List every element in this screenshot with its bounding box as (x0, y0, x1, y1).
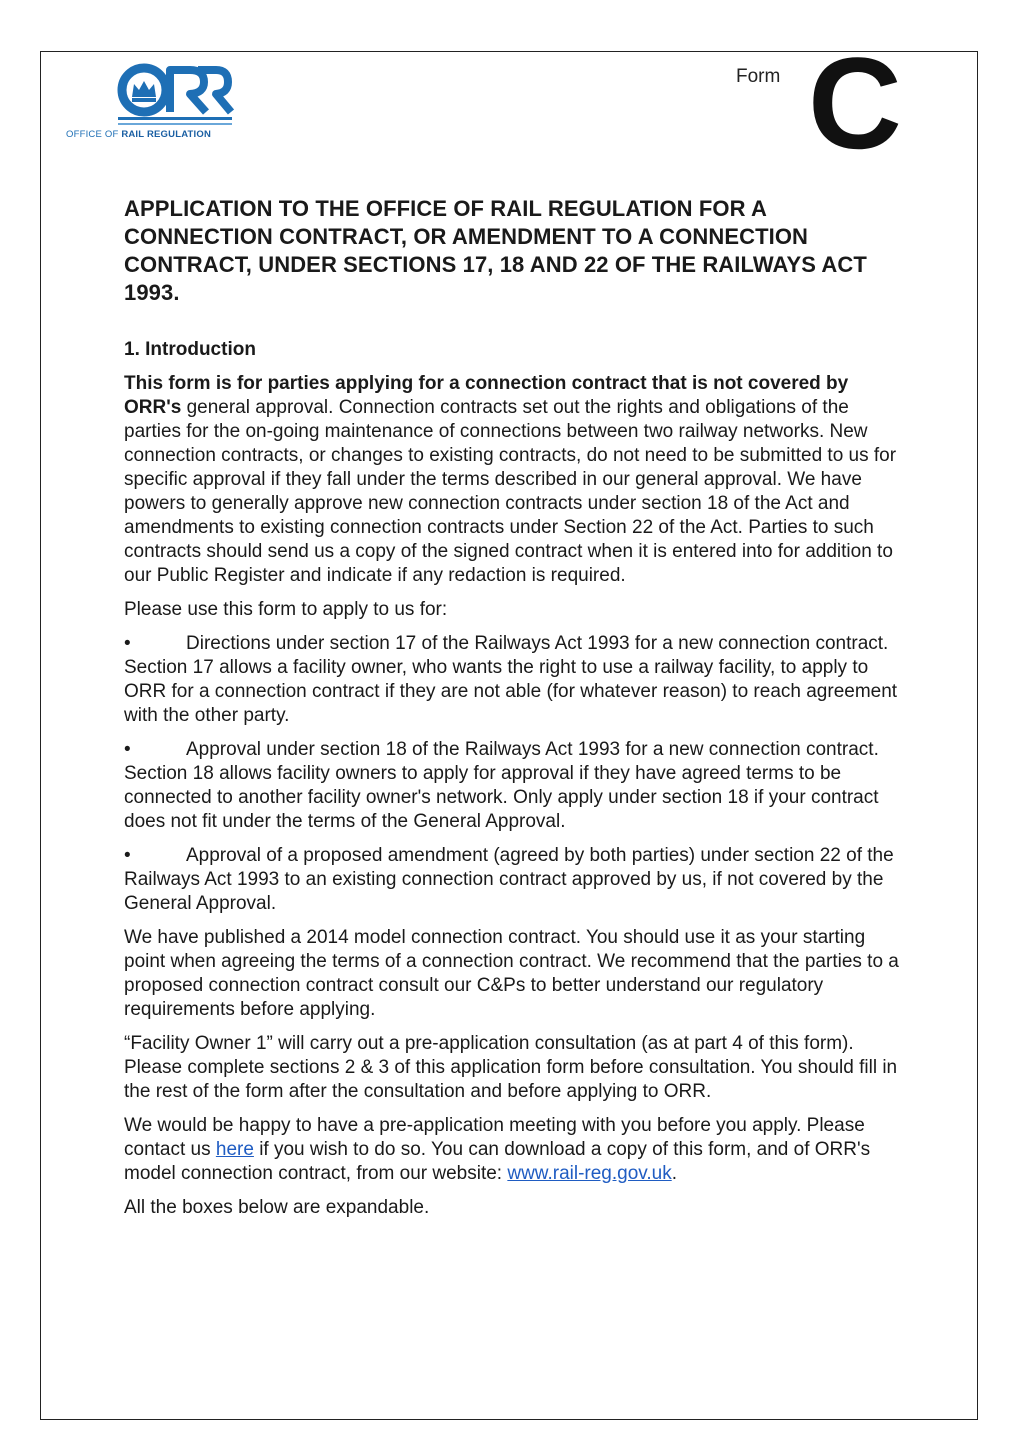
meeting-text-2: if you wish to do so. You can download a copy of this form, and of ORR's model connection contract, from our website: (124, 1139, 871, 1184)
logo-tagline-light: OFFICE OF (66, 129, 119, 140)
list-item (124, 844, 899, 916)
form-label: Form (736, 66, 781, 87)
form-letter: C (808, 30, 902, 176)
logo-stripe-2 (118, 123, 232, 125)
document-title: APPLICATION TO THE OFFICE OF RAIL REGULATION FOR A CONNECTION CONTRACT, OR AMENDMENT TO A CONNECTION CONTRACT, UNDER SECTIONS 17, 18 AND 22 OF THE RAILWAYS ACT 1993. (124, 196, 867, 305)
intro-text: general approval. Connection contracts set out the rights and obligations of the parties for the on-going maintenance of connections between two railway networks. New connection contracts, or changes to existing contracts, do not need to be submitted to us for specific approval if they fall under the terms described in our general approval. We have powers to generally approve new connection contracts under section 18 of the Act and amendments to existing connection contracts under Section 22 of the Act. Parties to such contracts should send us a copy of the signed contract when it is entered into for addition to our Public Register and indicate if any redaction is required. (124, 397, 897, 586)
bullet-icon: • (124, 633, 131, 654)
bullet-icon: • (124, 845, 131, 866)
section-heading: 1. Introduction (124, 339, 256, 360)
intro-paragraph (124, 372, 899, 588)
logo-tagline-bold: RAIL REGULATION (121, 129, 212, 140)
contact-here-link[interactable]: here (215, 1139, 254, 1160)
meeting-paragraph (124, 1114, 899, 1186)
expandable-note: All the boxes below are expandable. (124, 1197, 430, 1218)
list-item (124, 738, 899, 834)
crown-base (132, 98, 156, 102)
bullet-text: Approval of a proposed amendment (agreed by both parties) under section 22 of the Railways Act 1993 to an existing connection contract approved by us, if not covered by the General Approval. (124, 845, 894, 914)
meeting-text-end: . (671, 1163, 678, 1184)
website-link[interactable]: www.rail-reg.gov.uk (507, 1163, 672, 1184)
introduction-section (124, 338, 899, 1230)
list-item (124, 632, 899, 728)
intro-bold-text: This form is for parties applying for a connection contract that is not covered by ORR's (124, 373, 849, 418)
logo-stripe-1 (118, 117, 232, 120)
meeting-text-1: We would be happy to have a pre-application meeting with you before you apply. Please contact us (124, 1115, 865, 1160)
facility-owner-paragraph: “Facility Owner 1” will carry out a pre-application consultation (as at part 4 of this form). Please complete sections 2 & 3 of this application form before consultation. You should fill in the rest of the form after the consultation and before applying to ORR. (124, 1033, 898, 1102)
bullet-text: Directions under section 17 of the Railways Act 1993 for a new connection contract. Section 17 allows a facility owner, who wants the right to use a railway facility, to apply to ORR for a connection contract if they are not able (for whatever reason) to reach agreement with the other party. (124, 633, 898, 726)
crown-icon (132, 81, 156, 97)
model-contract-paragraph: We have published a 2014 model connection contract. You should use it as your starting point when agreeing the terms of a connection contract. We recommend that the parties to a proposed connection contract consult our C&Ps to better understand our regulatory requirements before applying. (124, 927, 899, 1020)
please-use-text: Please use this form to apply to us for: (124, 599, 448, 620)
logo-r1 (170, 70, 206, 112)
logo-tagline (66, 129, 211, 140)
bullet-icon: • (124, 739, 131, 760)
bullet-text: Approval under section 18 of the Railways Act 1993 for a new connection contract. Section 18 allows facility owners to apply for approval if they have agreed terms to be connected to another facility owner's network. Only apply under section 18 if your contract does not fit under the terms of the General Approval. (124, 739, 879, 832)
